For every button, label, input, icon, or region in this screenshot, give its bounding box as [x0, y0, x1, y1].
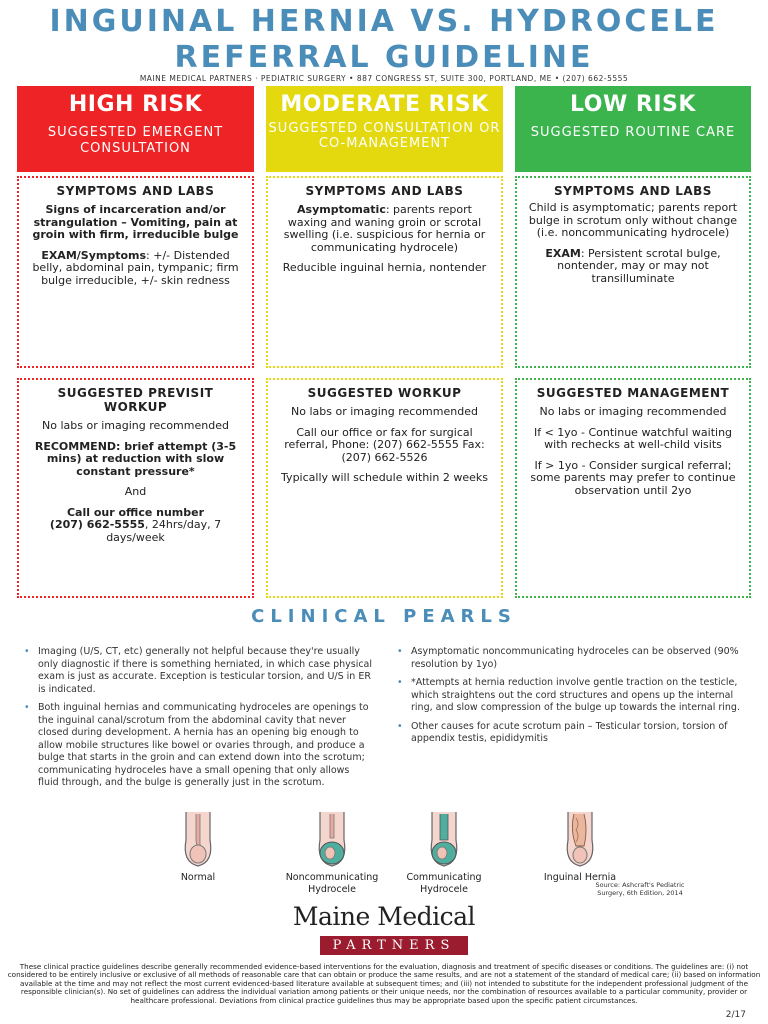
high-symptoms-signs: Signs of incarceration and/or strangulation – Vomiting, pain at groin with firm, irreducible bulge — [32, 203, 239, 241]
high-workup-no-labs: No labs or imaging recommended — [42, 419, 229, 432]
disclaimer-text: These clinical practice guidelines describe generally recommended evidence-based interventions for the evaluation, diagnosis and treatment of specific diseases or conditions. The guidelines are: (i) not considered to be entirely inclusive or exclusive of all methods of reasonable care that can obtain or produce the same results, and are not a statement of the standard of medical care; (ii) based on information available at the time and may not reflect the most current evidenced-based literature available at subsequent times; and (iii) not intended to substitute for the independent professional judgment of the responsible clinician(s). No set of guidelines can address the individual variation among patients or their unique needs, nor the combination of resources available to a particular community, provider or healthcare professional. Deviations from clinical practice guidelines thus may be appropriate based upon the specific patient circumstances. — [7, 962, 761, 1005]
low-risk-subtitle: SUGGESTED ROUTINE CARE — [530, 125, 736, 140]
pearl-item: • Other causes for acute scrotum pain – Testicular torsion, torsion of appendix testis, epididymitis — [411, 721, 755, 746]
high-risk-workup-box — [17, 378, 254, 598]
figure-hernia-label: Inguinal Hernia — [543, 872, 617, 883]
high-risk-subtitle: SUGGESTED EMERGENT CONSULTATION — [47, 125, 224, 156]
high-recommend: RECOMMEND: brief attempt (3-5 mins) at reduction with slow constant pressure* — [34, 439, 237, 478]
moderate-risk-title: MODERATE RISK — [280, 92, 489, 117]
low-exam-text: : Persistent scrotal bulge, nontender, may or may not transilluminate — [557, 246, 721, 285]
moderate-asym-label: Asymptomatic — [297, 203, 386, 216]
title-line-2: REFERRAL GUIDELINE — [174, 40, 594, 75]
practice-address: MAINE MEDICAL PARTNERS · PEDIATRIC SURGERY • 887 CONGRESS ST, SUITE 300, PORTLAND, ME • (207) 662-5555 — [139, 74, 629, 83]
low-symptoms-heading: SYMPTOMS AND LABS — [554, 184, 712, 198]
figure-comm-label-2: Hydrocele — [420, 884, 468, 895]
moderate-reducible: Reducible inguinal hernia, nontender — [282, 261, 487, 274]
high-workup-heading: SUGGESTED PREVISIT WORKUP — [57, 386, 214, 414]
figure-inguinal-hernia — [530, 810, 630, 884]
low-risk-title: LOW RISK — [570, 92, 696, 117]
low-management-no-labs: No labs or imaging recommended — [539, 405, 727, 418]
high-call-suffix: , 24hrs/day, 7 days/week — [106, 518, 222, 544]
low-risk-management-box — [515, 378, 751, 598]
high-risk-symptoms-box — [17, 176, 254, 368]
low-exam-label: EXAM — [545, 246, 581, 260]
moderate-schedule: Typically will schedule within 2 weeks — [281, 471, 488, 484]
low-risk-symptoms-box — [515, 176, 751, 368]
moderate-workup-no-labs: No labs or imaging recommended — [291, 405, 478, 418]
low-risk-header — [515, 86, 751, 172]
figure-noncomm-label-2: Hydrocele — [308, 884, 356, 895]
pearl-item: • Asymptomatic noncommunicating hydroceles can be observed (90% resolution by 1yo) — [411, 646, 755, 671]
high-call-prefix: Call our office number — [66, 505, 205, 519]
moderate-risk-workup-box — [266, 378, 503, 598]
moderate-risk-symptoms-box — [266, 176, 503, 368]
low-over-1yo: If > 1yo - Consider surgical referral; some parents may prefer to continue observation until 2yo — [530, 458, 736, 497]
figure-source: Source: Ashcraft's Pediatric Surgery, 6th Edition, 2014 — [595, 881, 685, 897]
clinical-pearls-title: CLINICAL PEARLS — [251, 606, 517, 627]
high-call — [29, 507, 242, 545]
pearl-item: • *Attempts at hernia reduction involve gentle traction on the testicle, which straightens out the cord structures and opens up the internal ring, and slow compression of the bulge up towards the internal ring. — [411, 677, 755, 715]
pearl-item: • Imaging (U/S, CT, etc) generally not helpful because they're usually only diagnostic if there is something herniated, in which case physical exam is just as accurate. Exception is testicular torsion, and U/S in ER is indicated. — [38, 646, 372, 696]
low-exam — [527, 248, 739, 286]
moderate-asymptomatic — [278, 204, 491, 254]
communicating-hydrocele-illustration — [424, 810, 464, 868]
normal-illustration — [178, 810, 218, 868]
moderate-risk-header — [266, 86, 503, 172]
figure-noncomm-label-1: Noncommunicating — [285, 872, 379, 883]
figure-comm-label-1: Communicating — [406, 872, 482, 883]
low-management-heading: SUGGESTED MANAGEMENT — [536, 386, 730, 400]
low-under-1yo: If < 1yo - Continue watchful waiting with rechecks at well-child visits — [533, 425, 733, 451]
high-symptoms-heading: SYMPTOMS AND LABS — [56, 184, 215, 198]
logo-partners-bar: PARTNERS — [320, 936, 468, 955]
inguinal-hernia-illustration — [560, 810, 600, 868]
high-exam-label: EXAM/Symptoms — [41, 248, 147, 262]
high-risk-title: HIGH RISK — [68, 92, 203, 117]
page-number: 2/17 — [725, 1010, 746, 1020]
high-exam-text: : +/- Distended belly, abdominal pain, tympanic; firm bulge irreducible, +/- skin redness — [32, 248, 239, 287]
pearls-left — [22, 646, 372, 796]
figure-normal-label: Normal — [180, 872, 216, 883]
high-risk-header — [17, 86, 254, 172]
moderate-workup-heading: SUGGESTED WORKUP — [307, 386, 462, 400]
pearls-right — [395, 646, 755, 752]
moderate-call: Call our office or fax for surgical referral, Phone: (207) 662-5555 Fax: (207) 662-5526 — [284, 425, 485, 464]
figure-normal — [168, 810, 228, 884]
moderate-risk-subtitle: SUGGESTED CONSULTATION OR CO-MANAGEMENT — [268, 121, 501, 151]
moderate-symptoms-heading: SYMPTOMS AND LABS — [305, 184, 464, 198]
figure-noncommunicating-hydrocele — [280, 810, 384, 896]
high-exam — [29, 250, 242, 288]
high-and: And — [124, 485, 147, 498]
pearl-item: • Both inguinal hernias and communicating hydroceles are openings to the inguinal canal/scrotum from the abdominal cavity that never closed during development. A hernia has an opening big enough to allow mobile structures like bowel or ovaries through, and produce a bulge that starts in the groin and can extend down into the scrotum; communicating hydroceles have a small opening that only allows fluid through, and the bulge is generally just in the scrotum. — [38, 702, 372, 790]
high-call-number: (207) 662-5555 — [49, 518, 145, 531]
noncommunicating-hydrocele-illustration — [312, 810, 352, 868]
figure-communicating-hydrocele — [396, 810, 492, 896]
low-child-text: Child is asymptomatic; parents report bulge in scrotum only without change (i.e. noncommunicating hydrocele) — [528, 201, 738, 239]
moderate-asym-text: : parents report waxing and waning groin or scrotal swelling (i.e. suspicious for hernia or communicating hydrocele) — [283, 203, 486, 254]
logo-maine-medical: Maine Medical — [292, 902, 476, 931]
title-line-1: INGUINAL HERNIA VS. HYDROCELE — [49, 4, 719, 39]
